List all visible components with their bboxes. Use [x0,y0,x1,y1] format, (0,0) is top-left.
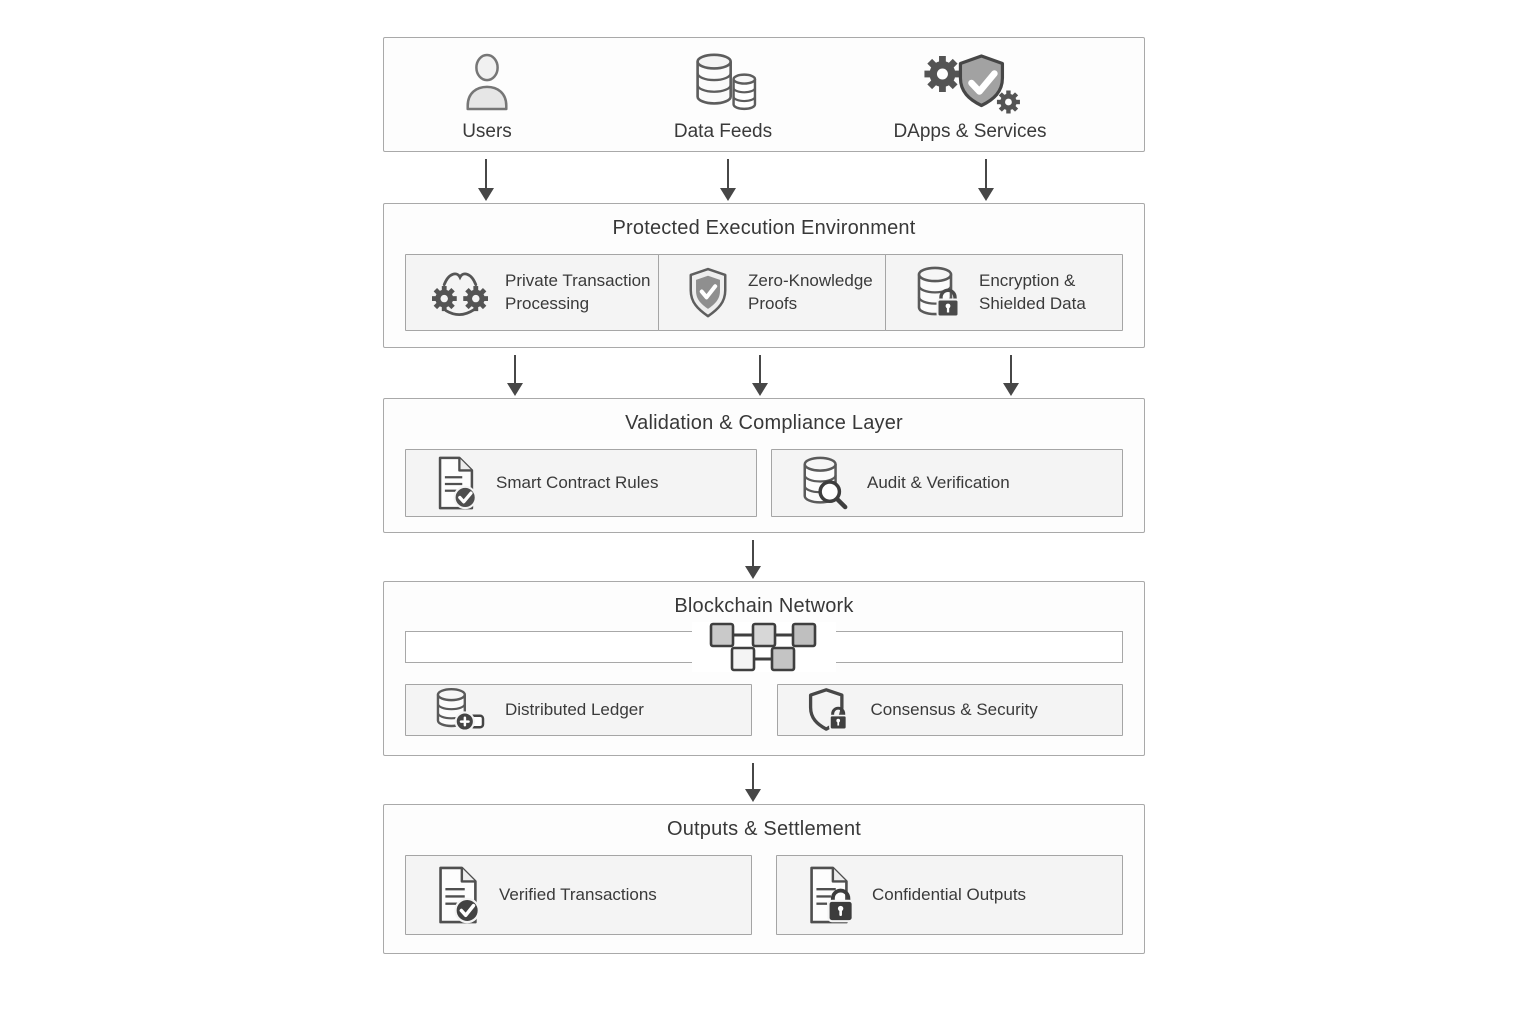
protected-execution-environment-box [383,203,1145,348]
chain-bar [405,631,1123,663]
arrow-down-icon [978,159,994,201]
arrow-validation-to-blockchain [383,533,1145,581]
pee-item-private-transaction-processing [405,254,659,331]
item-label: Audit & Verification [867,472,1010,492]
source-data-feeds [674,50,772,143]
layer-title: Outputs & Settlement [666,818,862,840]
arrow-down-icon [1003,355,1019,396]
arrow-down-icon [478,159,494,201]
blockchain-architecture-diagram [383,37,1145,954]
layer-title: Protected Execution Environment [612,217,916,239]
arrow-down-icon [745,763,761,802]
item-label: Smart Contract Rules [496,472,659,492]
database-lock-icon [912,265,962,321]
source-label: DApps & Services [893,121,1047,142]
arrows-pee-to-validation [383,348,1145,398]
user-icon [460,50,514,116]
document-check-icon [432,865,482,925]
outputs-settlement-box [383,804,1145,954]
outputs-item-verified-transactions [405,855,752,935]
blockchain-blocks-icon [692,622,836,672]
source-label: Users [462,121,512,142]
blockchain-item-consensus-security [777,684,1124,736]
arrow-down-icon [720,159,736,201]
database-node-icon [432,687,488,733]
sources-box [383,37,1145,152]
pee-item-encryption-shielded-data [885,254,1123,331]
gears-cycle-icon [432,267,488,319]
pee-item-zero-knowledge-proofs [658,254,886,331]
item-label: Verified Transactions [499,884,657,904]
validation-item-smart-contract-rules [405,449,757,517]
shield-check-icon [685,266,731,320]
item-label: Distributed Ledger [505,699,644,719]
gears-shield-icon [893,50,1046,116]
source-users [460,50,514,143]
source-dapps-services [893,50,1046,143]
item-label: Encryption & Shielded Data [979,271,1086,313]
arrow-down-icon [752,355,768,396]
blockchain-network-box [383,581,1145,756]
arrow-blockchain-to-outputs [383,756,1145,804]
layer-title: Validation & Compliance Layer [625,412,903,434]
arrow-down-icon [745,540,761,579]
arrows-sources-to-pee [383,152,1145,203]
database-stack-icon [674,50,772,116]
layer-title: Blockchain Network [674,595,854,617]
document-check-icon [432,455,479,511]
blockchain-item-distributed-ledger [405,684,752,736]
item-label: Private Transaction Processing [505,271,651,313]
arrow-down-icon [507,355,523,396]
source-label: Data Feeds [673,121,773,142]
outputs-item-confidential-outputs [776,855,1123,935]
item-label: Zero-Knowledge Proofs [748,271,873,313]
shield-lock-icon [804,687,854,733]
validation-compliance-box [383,398,1145,533]
validation-item-audit-verification [771,449,1123,517]
document-lock-icon [803,865,855,925]
item-label: Confidential Outputs [872,884,1027,904]
database-search-icon [798,454,850,512]
item-label: Consensus & Security [870,699,1038,719]
